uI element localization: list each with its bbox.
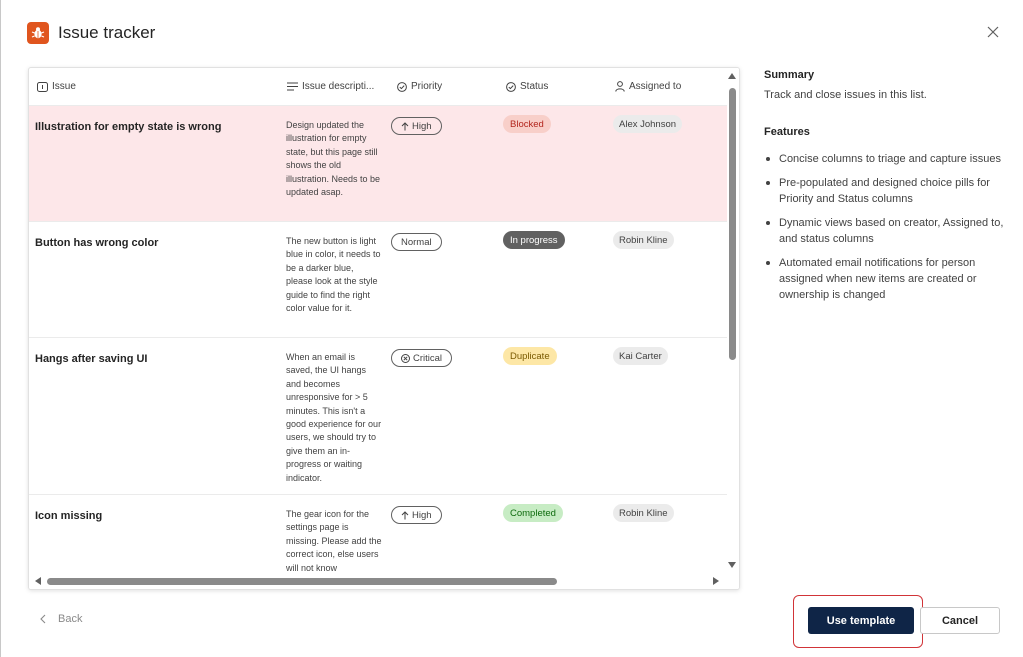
priority-pill [391,117,442,135]
use-template-button[interactable]: Use template [808,607,914,634]
scroll-right-arrow-icon[interactable] [713,577,719,585]
column-header-label: Issue descripti... [302,81,375,92]
issue-title: Hangs after saving UI [35,353,148,365]
table-row[interactable] [29,222,727,338]
status-pill: Blocked [503,115,551,133]
scroll-down-arrow-icon[interactable] [728,562,736,568]
status-pill: Duplicate [503,347,557,365]
column-header-description[interactable] [287,68,374,105]
dialog-title: Issue tracker [58,23,156,42]
chevron-left-icon [40,614,46,624]
back-button[interactable] [40,613,82,625]
assigned-person: Robin Kline [613,231,674,249]
feature-item: Concise columns to triage and capture issues [764,151,1004,167]
close-icon [987,26,999,38]
priority-pill [391,233,442,251]
text-lines-icon [287,82,298,91]
priority-label: High [412,509,432,521]
assigned-person: Kai Carter [613,347,668,365]
column-header-label: Status [520,81,549,92]
table-header [29,68,727,106]
table-row[interactable] [29,338,727,495]
column-header-issue[interactable] [37,68,76,105]
bug-icon [27,22,49,44]
feature-item: Pre-populated and designed choice pills for Priority and Status columns [764,175,1004,207]
features-list [764,151,1004,311]
horizontal-scroll-thumb[interactable] [47,578,557,585]
issue-description: Design updated the illustration for empty state, but this page still shows the old illustration. Needs to be updated asap. [286,120,381,198]
priority-label: Critical [413,352,443,364]
circle-x-icon [401,354,410,363]
window-edge [0,0,1,657]
column-header-status[interactable] [506,68,548,105]
status-pill: Completed [503,504,563,522]
scroll-left-arrow-icon[interactable] [35,577,41,585]
issue-title: Illustration for empty state is wrong [35,121,222,133]
cancel-button[interactable]: Cancel [920,607,1000,634]
priority-label: High [412,120,432,132]
close-button[interactable] [983,22,1003,42]
back-label: Back [58,613,83,625]
column-header-label: Assigned to [629,81,682,92]
priority-label: Normal [401,236,432,248]
assigned-person: Robin Kline [613,504,674,522]
priority-pill [391,506,442,524]
feature-item: Dynamic views based on creator, Assigned to, and status columns [764,215,1004,247]
assigned-person: Alex Johnson [613,115,682,133]
issue-description: When an email is saved, the UI hangs and becomes unresponsive for > 5 minutes. This isn't a good experience for our users, we should try to give them an in-progress or waiting indicator. [286,352,382,483]
arrow-up-icon [401,122,409,131]
person-icon [615,81,625,92]
column-header-label: Priority [411,81,443,92]
scrollbar-corner [727,574,739,589]
column-header-assigned-to[interactable] [615,68,681,105]
column-header-label: Issue [52,81,76,92]
vertical-scroll-thumb[interactable] [729,88,736,360]
column-header-priority[interactable] [397,68,442,105]
table-row[interactable] [29,106,727,222]
template-preview [28,67,740,590]
status-pill: In progress [503,231,565,249]
circle-check-icon [397,82,407,92]
issue-title: Button has wrong color [35,237,159,249]
summary-heading: Summary [764,69,815,81]
priority-pill [391,349,452,367]
feature-item: Automated email notifications for person assigned when new items are created or ownership is changed [764,255,1004,303]
issue-title: Icon missing [35,510,103,522]
features-heading: Features [764,126,810,138]
arrow-up-icon [401,511,409,520]
scroll-up-arrow-icon[interactable] [728,73,736,79]
issue-description: The new button is light blue in color, it needs to be a darker blue, please look at the style guide to find the right color value for it. [286,236,381,314]
circle-check-icon [506,82,516,92]
issue-icon [37,82,48,92]
summary-text: Track and close issues in this list. [764,89,927,101]
issue-description: The gear icon for the settings page is missing. Please add the correct icon, else users will not know [286,509,382,573]
